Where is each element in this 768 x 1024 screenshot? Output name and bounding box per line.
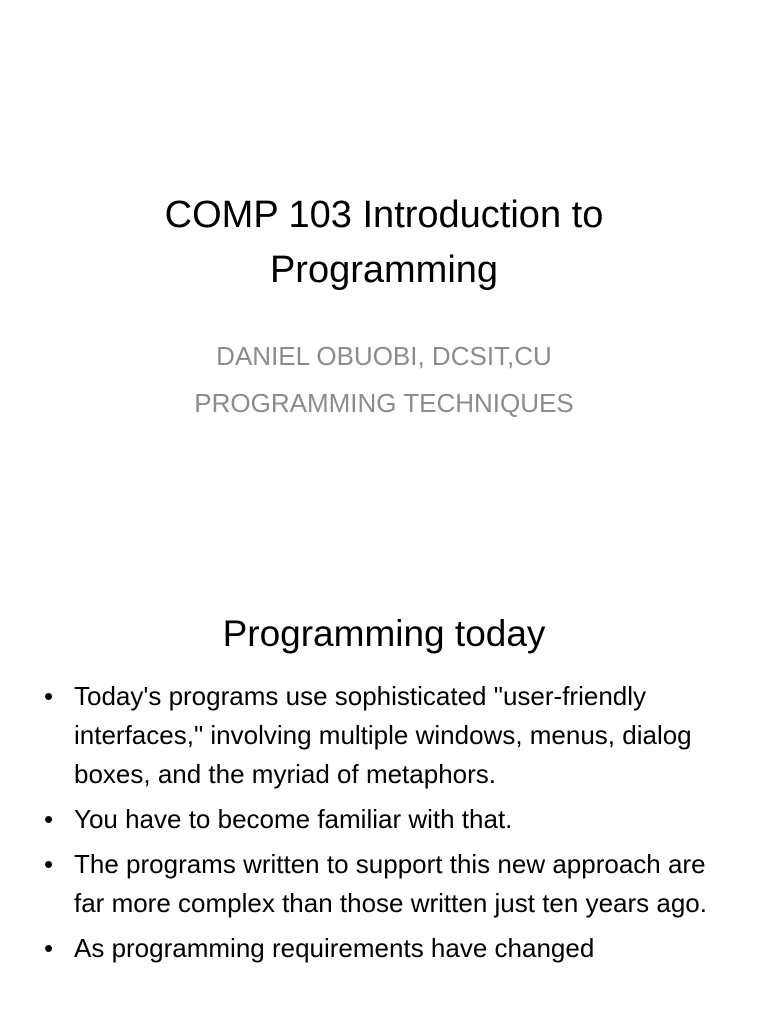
slide-heading: Programming today: [222, 613, 546, 654]
slide-subtitle: [40, 333, 728, 427]
subtitle-author: DANIEL OBUOBI, DCSIT,CU: [216, 341, 552, 371]
bullet-text: The programs written to support this new approach are far more complex than those written just ten years ago.: [74, 849, 707, 918]
bullet-dot-icon: •: [44, 804, 54, 834]
slide-title-heading: [40, 188, 728, 298]
title-line-1: COMP 103 Introduction to: [164, 194, 604, 236]
bullet-text: You have to become familiar with that.: [74, 804, 513, 834]
bullet-text: As programming requirements have changed: [74, 933, 595, 963]
subtitle-topic: PROGRAMMING TECHNIQUES: [194, 388, 574, 418]
bullet-item: [0, 845, 768, 923]
bullet-list: [0, 677, 768, 974]
bullet-dot-icon: •: [44, 681, 54, 711]
bullet-text: Today's programs use sophisticated "user-friendly interfaces," involving multiple windows, menus, dialog boxes, and the myriad of metaphors.: [74, 681, 692, 789]
bullet-item: [0, 677, 768, 794]
bullet-item: [0, 800, 768, 839]
bullet-item: [0, 929, 768, 968]
bullet-dot-icon: •: [44, 933, 54, 963]
slide-programming-today: [0, 576, 768, 1024]
bullet-dot-icon: •: [44, 849, 54, 879]
title-line-2: Programming: [269, 249, 499, 291]
